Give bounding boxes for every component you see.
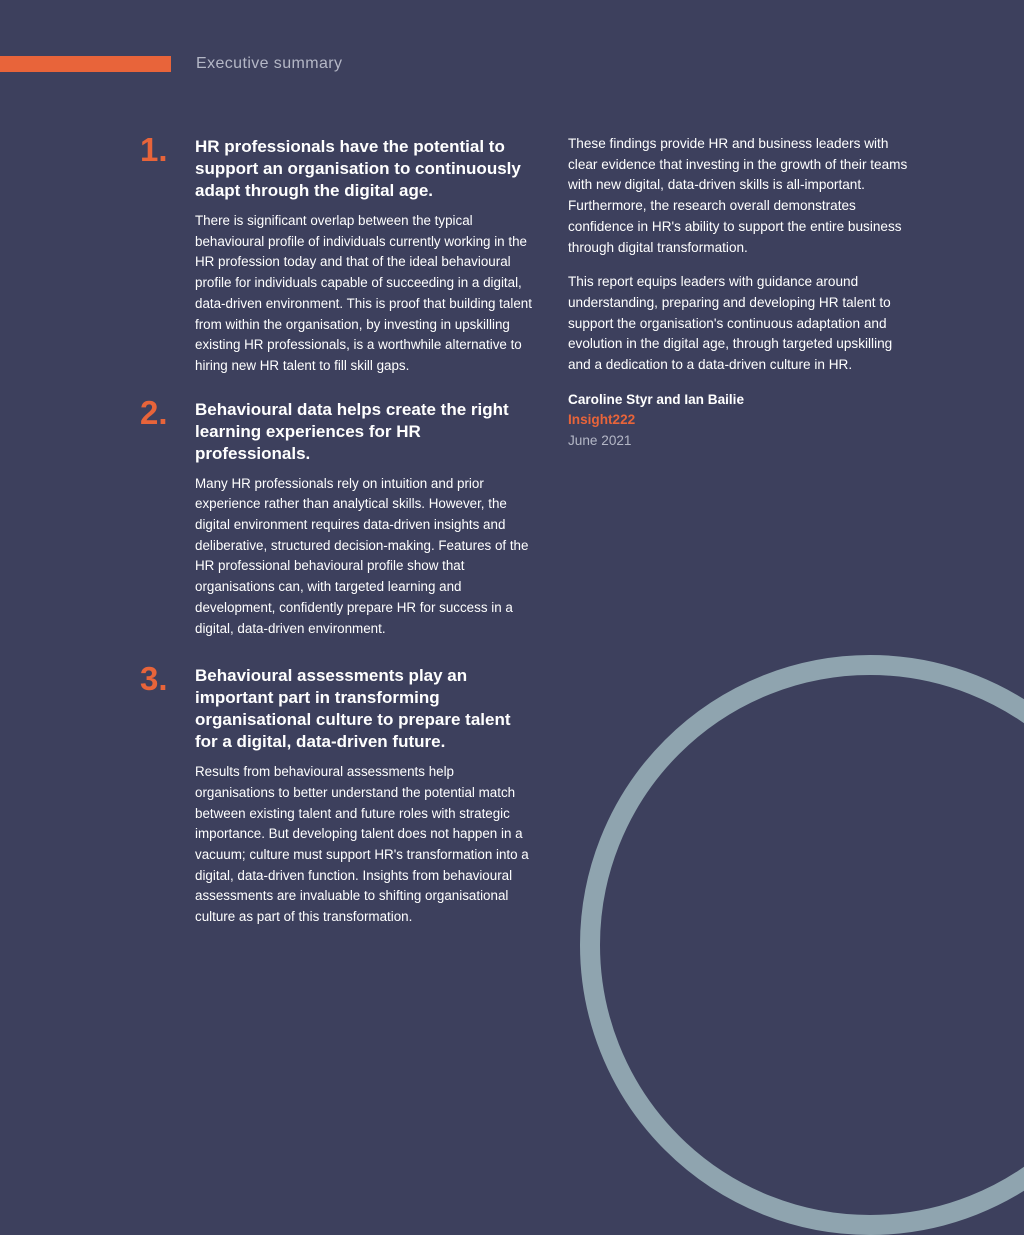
finding-heading: Behavioural data helps create the right learning experiences for HR professionals. (195, 399, 509, 463)
finding-number: 3. (140, 660, 168, 698)
publication-date: June 2021 (568, 433, 632, 449)
finding-number: 2. (140, 393, 168, 431)
finding-heading: HR professionals have the potential to support an organisation to continuously adapt through the digital age. (195, 137, 521, 200)
finding-1 (140, 131, 535, 377)
finding-heading: Behavioural assessments play an important part in transforming organisational culture to prepare talent for a digital, data-driven future. (195, 666, 511, 752)
summary-column (568, 134, 913, 452)
finding-number: 1. (140, 131, 168, 168)
section-label: Executive summary (196, 55, 343, 72)
summary-paragraph: These findings provide HR and business leaders with clear evidence that investing in the growth of their teams with new digital, data-driven skills is all-important. Furthermore, the research overall demonstrates confidence in HR's ability to support the entire business through digital transformation. (568, 136, 908, 255)
summary-paragraph: This report equips leaders with guidance around understanding, preparing and developing HR talent to support the organisation's continuous adaptation and evolution in the digital age, through targeted upskilling and a dedication to a data-driven culture in HR. (568, 274, 893, 373)
finding-3 (140, 660, 535, 928)
finding-body: There is significant overlap between the typical behavioural profile of individuals currently working in the HR profession today and that of the ideal behavioural profile for individuals capable of succeeding in a digital, data-driven environment. This is proof that building talent from within the organisation, by investing in upskilling existing HR professionals, is a worthwhile alternative to hiring new HR talent to fill skill gaps. (195, 213, 532, 373)
accent-bar (0, 56, 171, 72)
finding-2 (140, 393, 535, 640)
finding-body: Many HR professionals rely on intuition and prior experience rather than analytical skills. However, the digital environment requires data-driven insights and deliberative, structured decision-making. Features of the HR professional behavioural profile show that organisations can, with targeted learning and development, confidently prepare HR for success in a digital, data-driven environment. (195, 475, 529, 636)
author-names: Caroline Styr and Ian Bailie (568, 391, 745, 407)
finding-body: Results from behavioural assessments help organisations to better understand the potential match between existing talent and future roles with strategic importance. But developing talent does not happen in a vacuum; culture must support HR's transformation into a digital, data-driven function. Insights from behavioural assessments are invaluable to shifting organisational culture as part of this transformation. (195, 764, 529, 925)
decorative-ring (580, 655, 1024, 1235)
key-findings (140, 131, 535, 928)
organisation-name: Insight222 (568, 412, 636, 428)
